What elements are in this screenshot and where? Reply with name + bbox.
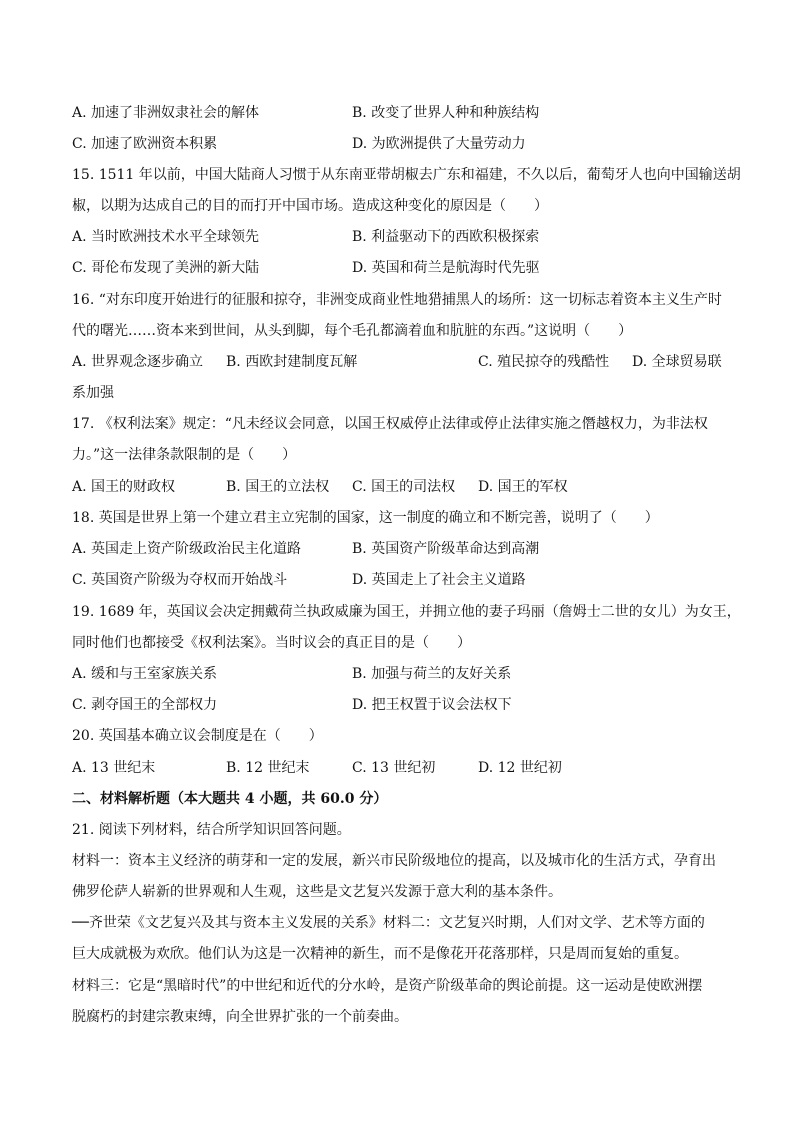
q20-option-a: A. 13 世纪末 <box>72 760 156 776</box>
q15-stem-line1: 15. 1511 年以前，中国大陆商人习惯于从东南亚带胡椒去广东和福建，不久以后，葡萄牙人也向中国输送胡 <box>72 167 741 183</box>
q16-option-c: C. 殖民掠夺的残酷性 <box>478 354 610 370</box>
q21-material1-line1: 材料一：资本主义经济的萌芽和一定的发展，新兴市民阶级地位的提高，以及城市化的生活方式，孕育出 <box>72 853 716 869</box>
q16-stem-line2: 代的曙光……资本来到世间，从头到脚，每个毛孔都滴着血和肮脏的东西。”这说明（ ） <box>72 323 633 339</box>
q17-stem-line1: 17. 《权利法案》规定：“凡未经议会同意，以国王权威停止法律或停止法律实施之僭越权力，为非法权 <box>72 416 708 432</box>
q17-option-c: C. 国王的司法权 <box>352 479 456 495</box>
q16-option-a: A. 世界观念逐步确立 <box>72 354 204 370</box>
q21-material1-line2: 佛罗伦萨人崭新的世界观和人生观，这些是文艺复兴发源于意大利的基本条件。 <box>72 884 562 900</box>
q18-option-c: C. 英国资产阶级为夺权而开始战斗 <box>72 572 288 588</box>
section-heading: 二、材料解析题（本大题共 4 小题，共 60.0 分） <box>72 791 388 807</box>
q20-option-d: D. 12 世纪初 <box>478 760 562 776</box>
q20-option-b: B. 12 世纪末 <box>226 760 310 776</box>
q21-material3-line2: 脱腐朽的封建宗教束缚，向全世界扩张的一个前奏曲。 <box>72 1009 408 1025</box>
q17-option-a: A. 国王的财政权 <box>72 479 176 495</box>
q18-stem: 18. 英国是世界上第一个建立君主立宪制的国家，这一制度的确立和不断完善，说明了（ ） <box>72 510 659 526</box>
q21-stem: 21. 阅读下列材料，结合所学知识回答问题。 <box>72 822 351 838</box>
q19-stem-line1: 19. 1689 年，英国议会决定拥戴荷兰执政威廉为国王，并拥立他的妻子玛丽（詹姆士二世的女儿）为女王， <box>72 604 741 620</box>
q16-option-d: D. 全球贸易联 <box>632 354 722 370</box>
q19-option-a: A. 缓和与王室家族关系 <box>72 666 218 682</box>
q19-option-d: D. 把王权置于议会法权下 <box>352 697 512 713</box>
q15-option-c: C. 哥伦布发现了美洲的新大陆 <box>72 260 260 276</box>
q21-material2-line2: 巨大成就极为欢欣。他们认为这是一次精神的新生，而不是像花开花落那样，只是周而复始的重复。 <box>72 946 688 962</box>
q21-material2-line1: ──齐世荣《文艺复兴及其与资本主义发展的关系》材料二：文艺复兴时期，人们对文学、艺术等方面的 <box>72 915 705 931</box>
prev-option-c: C. 加速了欧洲资本积累 <box>72 136 218 152</box>
q16-stem-line1: 16. “对东印度开始进行的征服和掠夺，非洲变成商业性地猎捕黑人的场所：这一切标志着资本主义生产时 <box>72 292 722 308</box>
q15-stem-line2: 椒，以期为达成自己的目的而打开中国市场。造成这种变化的原因是（ ） <box>72 198 548 214</box>
q15-option-b: B. 利益驱动下的西欧积极探索 <box>352 229 540 245</box>
q18-option-d: D. 英国走上了社会主义道路 <box>352 572 526 588</box>
prev-option-d: D. 为欧洲提供了大量劳动力 <box>352 136 526 152</box>
q16-option-b: B. 西欧封建制度瓦解 <box>226 354 358 370</box>
prev-option-b: B. 改变了世界人种和种族结构 <box>352 105 540 121</box>
q17-stem-line2: 力。”这一法律条款限制的是（ ） <box>72 447 297 463</box>
q18-option-a: A. 英国走上资产阶级政治民主化道路 <box>72 541 302 557</box>
q21-material3-line1: 材料三：它是“黑暗时代”的中世纪和近代的分水岭，是资产阶级革命的舆论前提。这一运动是使欧洲摆 <box>72 978 703 994</box>
q17-option-d: D. 国王的军权 <box>478 479 568 495</box>
q15-option-d: D. 英国和荷兰是航海时代先驱 <box>352 260 540 276</box>
q19-stem-line2: 同时他们也都接受《权利法案》。当时议会的真正目的是（ ） <box>72 635 471 651</box>
q19-option-b: B. 加强与荷兰的友好关系 <box>352 666 512 682</box>
q20-option-c: C. 13 世纪初 <box>352 760 436 776</box>
q18-option-b: B. 英国资产阶级革命达到高潮 <box>352 541 540 557</box>
q19-option-c: C. 剥夺国王的全部权力 <box>72 697 218 713</box>
q15-option-a: A. 当时欧洲技术水平全球领先 <box>72 229 260 245</box>
q16-option-d-continued: 系加强 <box>72 385 114 401</box>
prev-option-a: A. 加速了非洲奴隶社会的解体 <box>72 105 260 121</box>
q20-stem: 20. 英国基本确立议会制度是在（ ） <box>72 728 323 744</box>
q17-option-b: B. 国王的立法权 <box>226 479 330 495</box>
